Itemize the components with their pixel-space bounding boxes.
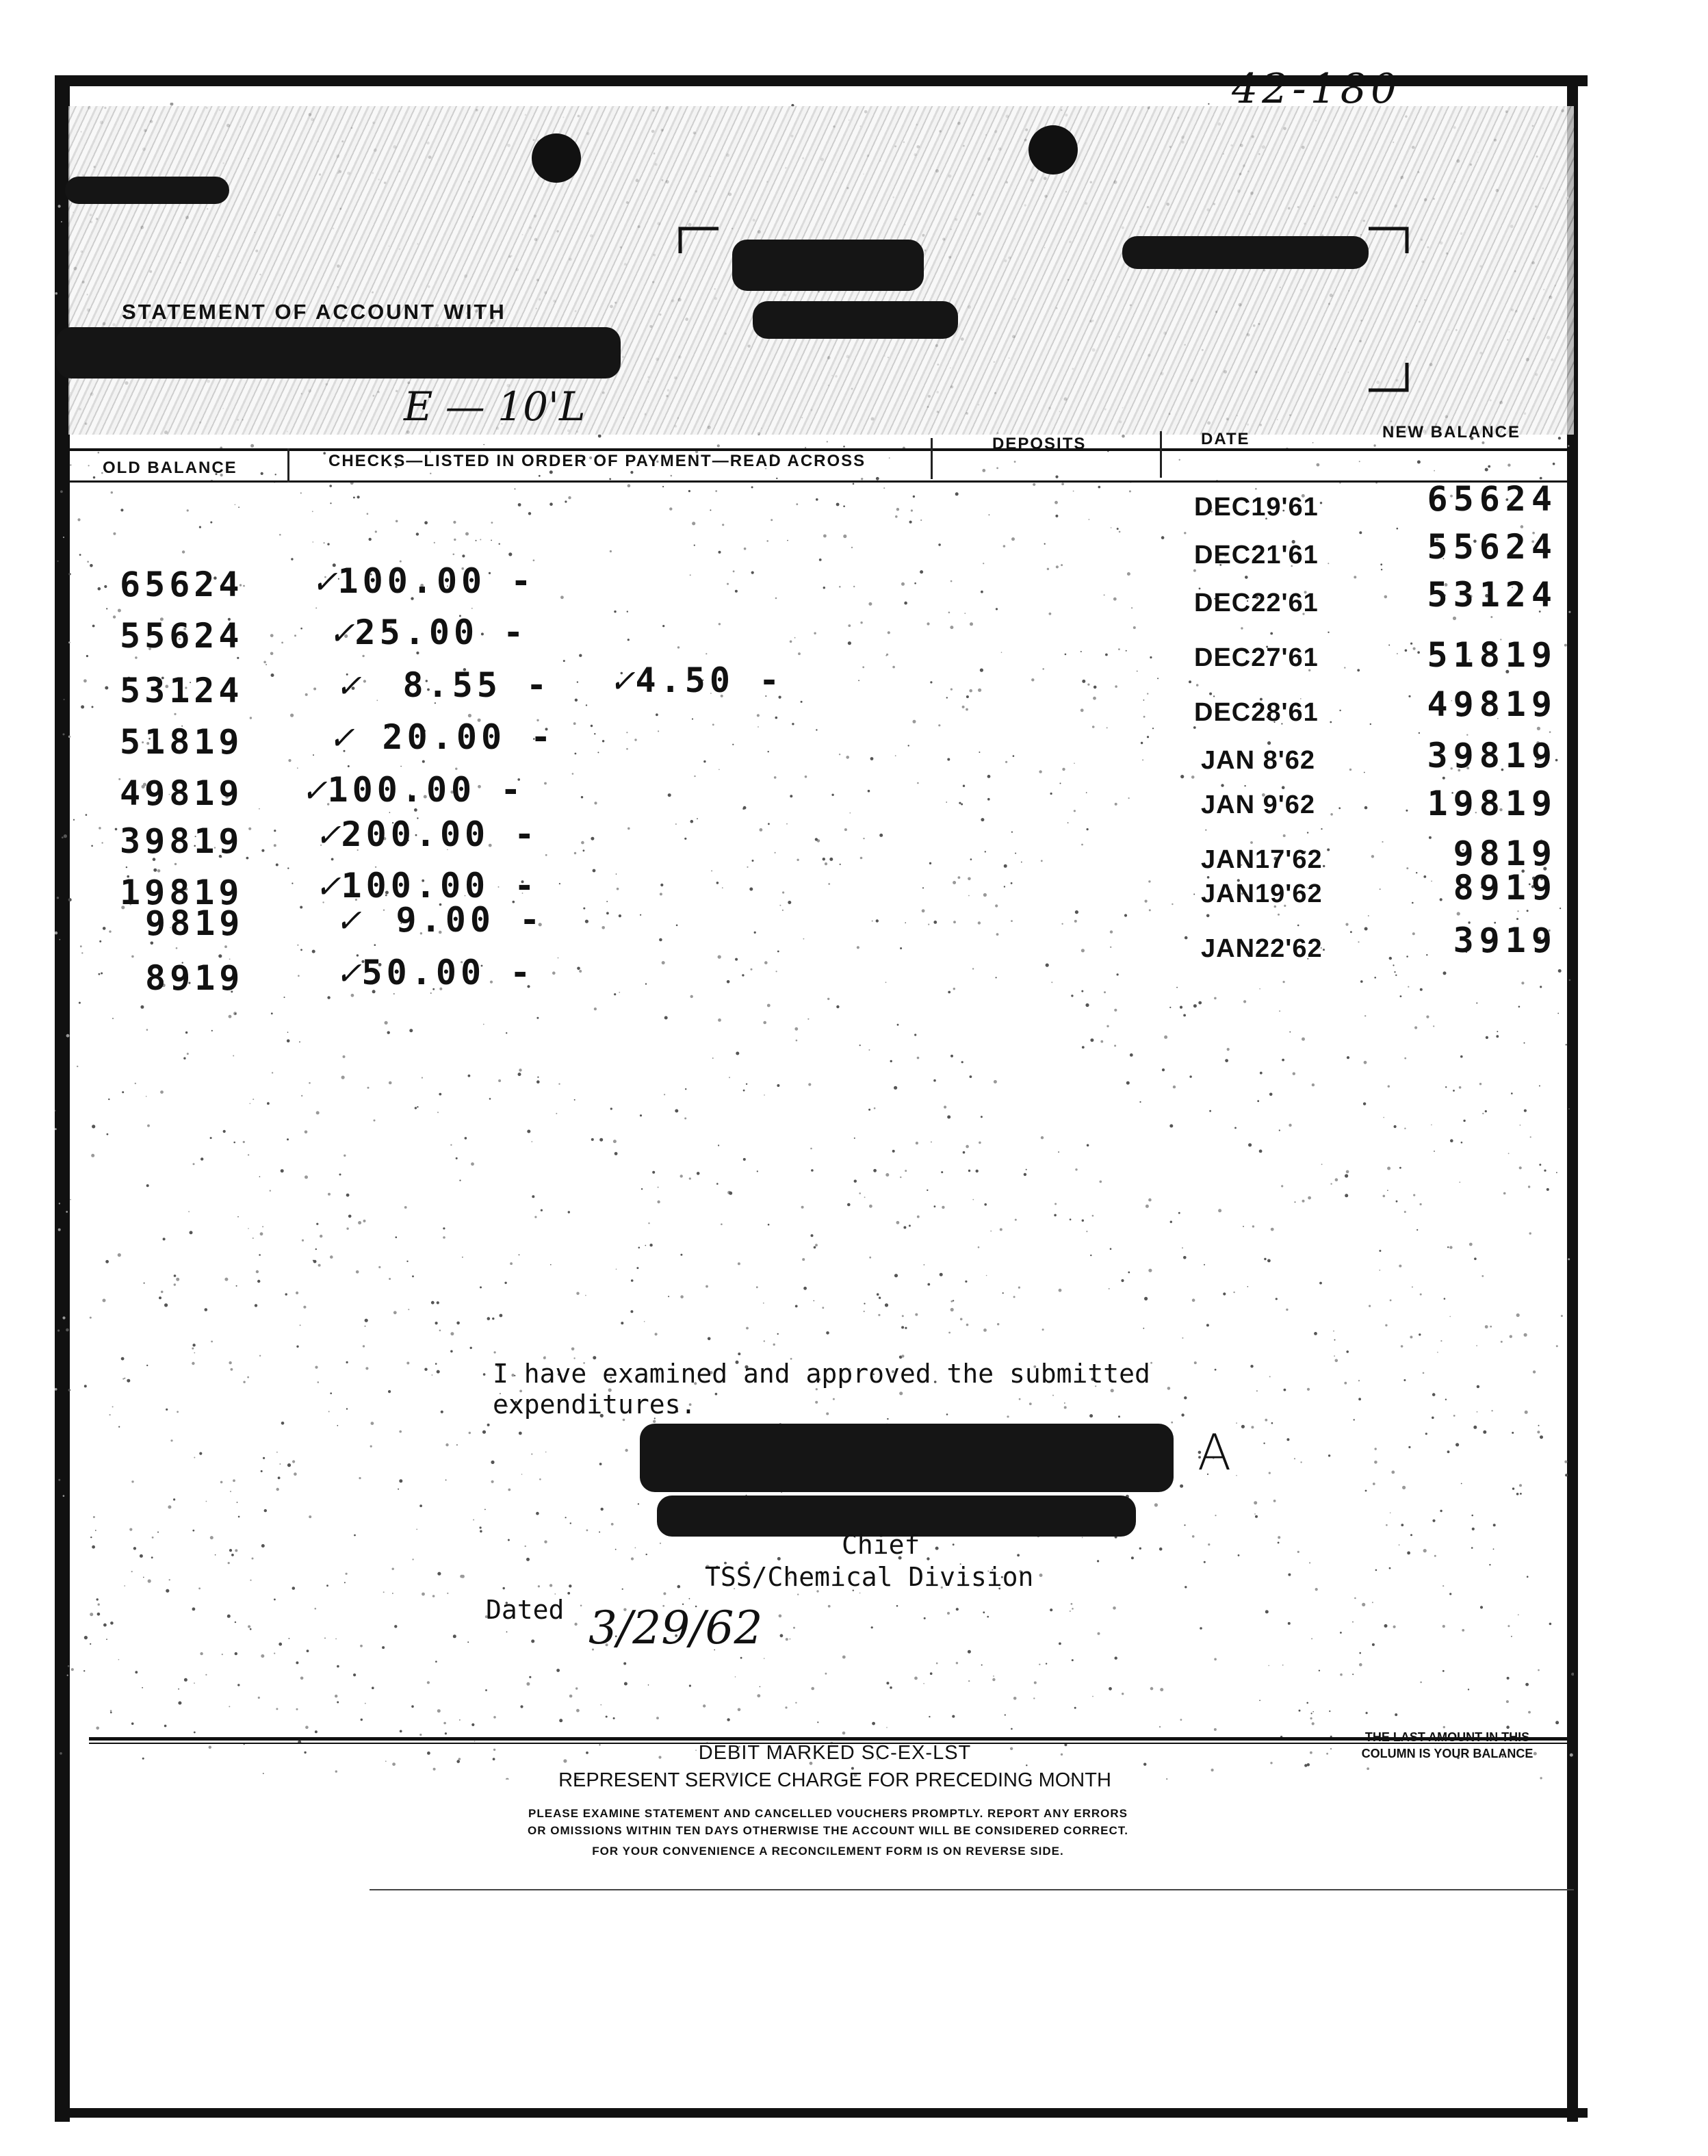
tick-mark: ✓: [328, 719, 355, 756]
tick-mark: ✓: [335, 667, 362, 704]
entry-date: DEC27'61: [1194, 643, 1319, 672]
footer-bottom-rule: [370, 1889, 1574, 1890]
tick-mark: ✓: [335, 955, 362, 992]
entry-date: DEC19'61: [1194, 493, 1319, 522]
tick-mark: ✓: [315, 817, 341, 854]
new-balance-value: 3919: [1453, 921, 1557, 960]
new-balance-value: 55624: [1427, 527, 1557, 567]
entry-date: JAN 8'62: [1201, 746, 1316, 775]
col-deposits: DEPOSITS: [992, 435, 1087, 453]
check-entry: ✓4.50 -: [609, 660, 784, 700]
dated-value: 3/29/62: [588, 1602, 763, 1654]
punch-hole-left: [532, 133, 581, 183]
col-divider: [287, 448, 289, 483]
entry-date: JAN17'62: [1201, 845, 1323, 874]
entry-date: JAN19'62: [1201, 880, 1323, 908]
statement-title: STATEMENT OF ACCOUNT WITH: [122, 300, 506, 324]
footer-notice-line-1: PLEASE EXAMINE STATEMENT AND CANCELLED VOUCHERS PROMPTLY. REPORT ANY ERRORS: [528, 1807, 1128, 1820]
footer-service-line-1: DEBIT MARKED SC-EX-LST: [698, 1742, 972, 1764]
tick-mark: ✓: [311, 563, 338, 600]
new-balance-value: 39819: [1427, 736, 1557, 775]
old-balance-value: 65624: [120, 565, 244, 604]
dated-label: Dated: [486, 1595, 565, 1625]
entry-date: DEC22'61: [1194, 589, 1319, 617]
footer-notice-line-2: OR OMISSIONS WITHIN TEN DAYS OTHERWISE THE ACCOUNT WILL BE CONSIDERED CORRECT.: [528, 1824, 1128, 1837]
old-balance-value: 39819: [120, 821, 244, 861]
new-balance-value: 8919: [1453, 868, 1557, 908]
check-entry: ✓100.00 -: [301, 770, 526, 810]
old-balance-value: 55624: [120, 616, 244, 656]
new-balance-value: 53124: [1427, 575, 1557, 615]
entry-date: JAN 9'62: [1201, 791, 1316, 819]
old-balance-value: 8919: [145, 958, 244, 998]
col-checks: CHECKS—LISTED IN ORDER OF PAYMENT—READ ACROSS: [328, 452, 866, 470]
scan-border-bottom: [55, 2108, 1588, 2118]
entry-date: JAN22'62: [1201, 934, 1323, 963]
handwritten-mark: E — 10'L: [404, 383, 586, 430]
stamp-number: 42-180: [1232, 65, 1401, 113]
punch-hole-right: [1028, 125, 1078, 175]
address-window-brackets: [677, 226, 1416, 404]
col-divider: [931, 438, 933, 479]
new-balance-value: 51819: [1427, 635, 1557, 675]
tick-mark: ✓: [335, 902, 362, 939]
col-divider: [1160, 431, 1162, 478]
old-balance-value: 49819: [120, 773, 244, 813]
tick-mark: ✓: [609, 663, 636, 700]
col-date: DATE: [1201, 430, 1250, 448]
check-entry: ✓ 8.55 -: [335, 665, 552, 705]
new-balance-value: 19819: [1427, 784, 1557, 823]
new-balance-value: 9819: [1453, 834, 1557, 873]
check-entry: ✓100.00 -: [315, 866, 539, 906]
check-entry: ✓100.00 -: [311, 561, 536, 601]
entry-date: DEC21'61: [1194, 541, 1319, 569]
footer-notice-line-3: FOR YOUR CONVENIENCE A RECONCILEMENT FORM IS ON REVERSE SIDE.: [592, 1845, 1064, 1858]
approval-line-1: I have examined and approved the submitted: [493, 1359, 1150, 1389]
footer-service-line-2: REPRESENT SERVICE CHARGE FOR PRECEDING MONTH: [558, 1769, 1111, 1791]
tick-mark: ✓: [315, 868, 341, 905]
check-entry: ✓ 20.00 -: [328, 717, 556, 757]
approval-line-2: expenditures.: [493, 1389, 697, 1420]
check-entry: ✓50.00 -: [335, 953, 535, 992]
check-entry: ✓200.00 -: [315, 814, 539, 854]
check-entry: ✓ 9.00 -: [335, 900, 545, 940]
new-balance-value: 65624: [1427, 479, 1557, 519]
approval-division: TSS/Chemical Division: [705, 1562, 1034, 1592]
redaction-block: [640, 1424, 1174, 1492]
entry-date: DEC28'61: [1194, 698, 1319, 727]
new-balance-value: 49819: [1427, 684, 1557, 724]
check-entry: ✓25.00 -: [328, 613, 528, 652]
balance-note-2: COLUMN IS YOUR BALANCE: [1361, 1747, 1534, 1760]
old-balance-value: 53124: [120, 671, 244, 710]
balance-note-1: THE LAST AMOUNT IN THIS: [1364, 1730, 1530, 1744]
redaction-block: [65, 177, 229, 204]
col-old-balance: OLD BALANCE: [103, 459, 237, 477]
redaction-block: [56, 327, 621, 378]
old-balance-value: 19819: [120, 873, 244, 912]
tick-mark: ✓: [328, 615, 355, 652]
old-balance-value: 9819: [145, 903, 244, 943]
old-balance-value: 51819: [120, 722, 244, 762]
col-new-balance: NEW BALANCE: [1382, 423, 1521, 441]
approval-title: Chief: [842, 1530, 920, 1560]
handwritten-initial: A: [1198, 1424, 1232, 1481]
tick-mark: ✓: [301, 772, 328, 809]
